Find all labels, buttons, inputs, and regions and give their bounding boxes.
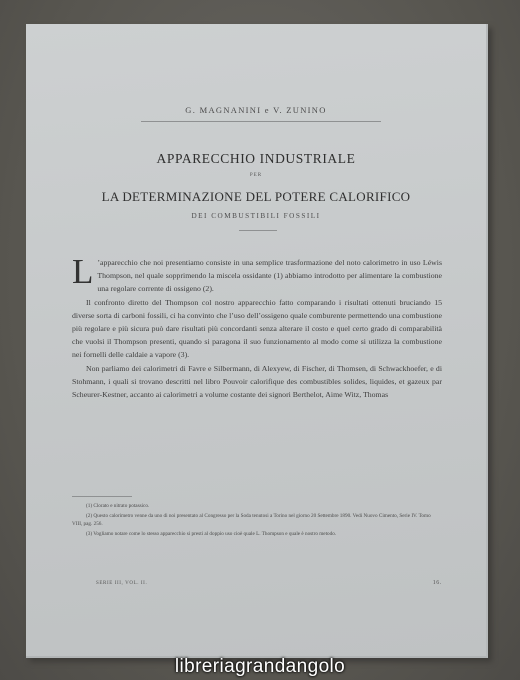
paragraph: Il confronto diretto del Thompson col nostro apparecchio fatto comparando i risultati ottenuti bruciando 15 diverse sorta di carboni fossili, ci ha convinto che l’uso dell’ossigeno quale comburente permettendo una combustione più regolare e più sicura può dare risultati più concordanti senza alterare il costo e quel certo grado di comparabilità che vuolsi il Thompson presenti, quando si paragona il suo funzionamento al modo come si utilizza la combustione nei fornelli delle caldaie a vapore (3). xyxy=(72,297,442,360)
header-rule xyxy=(141,121,381,122)
footnote: (3) Vogliamo notare come lo stesso apparecchio si presti al doppio uso cioè quale L. Thompson e quale è nostro metodo. xyxy=(86,530,337,537)
title-rule xyxy=(239,230,277,231)
watermark-text: libreriagrandangolo xyxy=(174,656,346,677)
title-main: APPARECCHIO INDUSTRIALE xyxy=(156,151,356,166)
footnote: (2) Questo calorimetro venne da uno di noi presentato al Congresso per la Soda tenutosi a Torino nel giorno 20 Settembre 1890. Vedi Nuovo Cimento, Serie IV. Tomo VIII, pag. 256. xyxy=(72,512,431,528)
footnotes xyxy=(72,502,442,539)
paragraph-text: ’apparecchio che noi presentiamo consiste in una semplice trasformazione del noto calorimetro in uso Léwis Thompson, nel quale sopprimendo la miscela ossidante (1) abbiamo introdotto per alimentare la combustione una regolare corrente di ossigeno (2). xyxy=(97,258,442,294)
paragraph xyxy=(72,252,442,296)
title-subject: LA DETERMINAZIONE DEL POTERE CALORIFICO xyxy=(101,189,411,204)
document-page xyxy=(26,24,488,658)
body-text xyxy=(72,252,442,401)
title-subtitle: DEI COMBUSTIBILI FOSSILI xyxy=(191,212,321,220)
authors-line: G. MAGNANINI e V. ZUNINO xyxy=(185,105,327,115)
title-per: PER xyxy=(249,173,263,178)
footnote: (1) Clorato e nitrato potassico. xyxy=(86,503,150,509)
paragraph: Non parliamo dei calorimetri di Favre e Silbermann, di Alexyew, di Fischer, di Thomsen, di Schwackhoefer, e di Stohmann, i quali si trovano descritti nel libro Pouvoir calorifique des combustibles solides, liquides, et gazeux par Scheurer-Kestner, accanto ai calorimetri a volume costante dei signori Berthelot, Aime Witz, Thomas xyxy=(72,363,442,400)
page-number: 16. xyxy=(432,580,442,586)
drop-cap: L xyxy=(72,252,94,291)
series-label: SERIE III, VOL. II. xyxy=(96,581,148,586)
footnote-rule xyxy=(72,496,132,497)
